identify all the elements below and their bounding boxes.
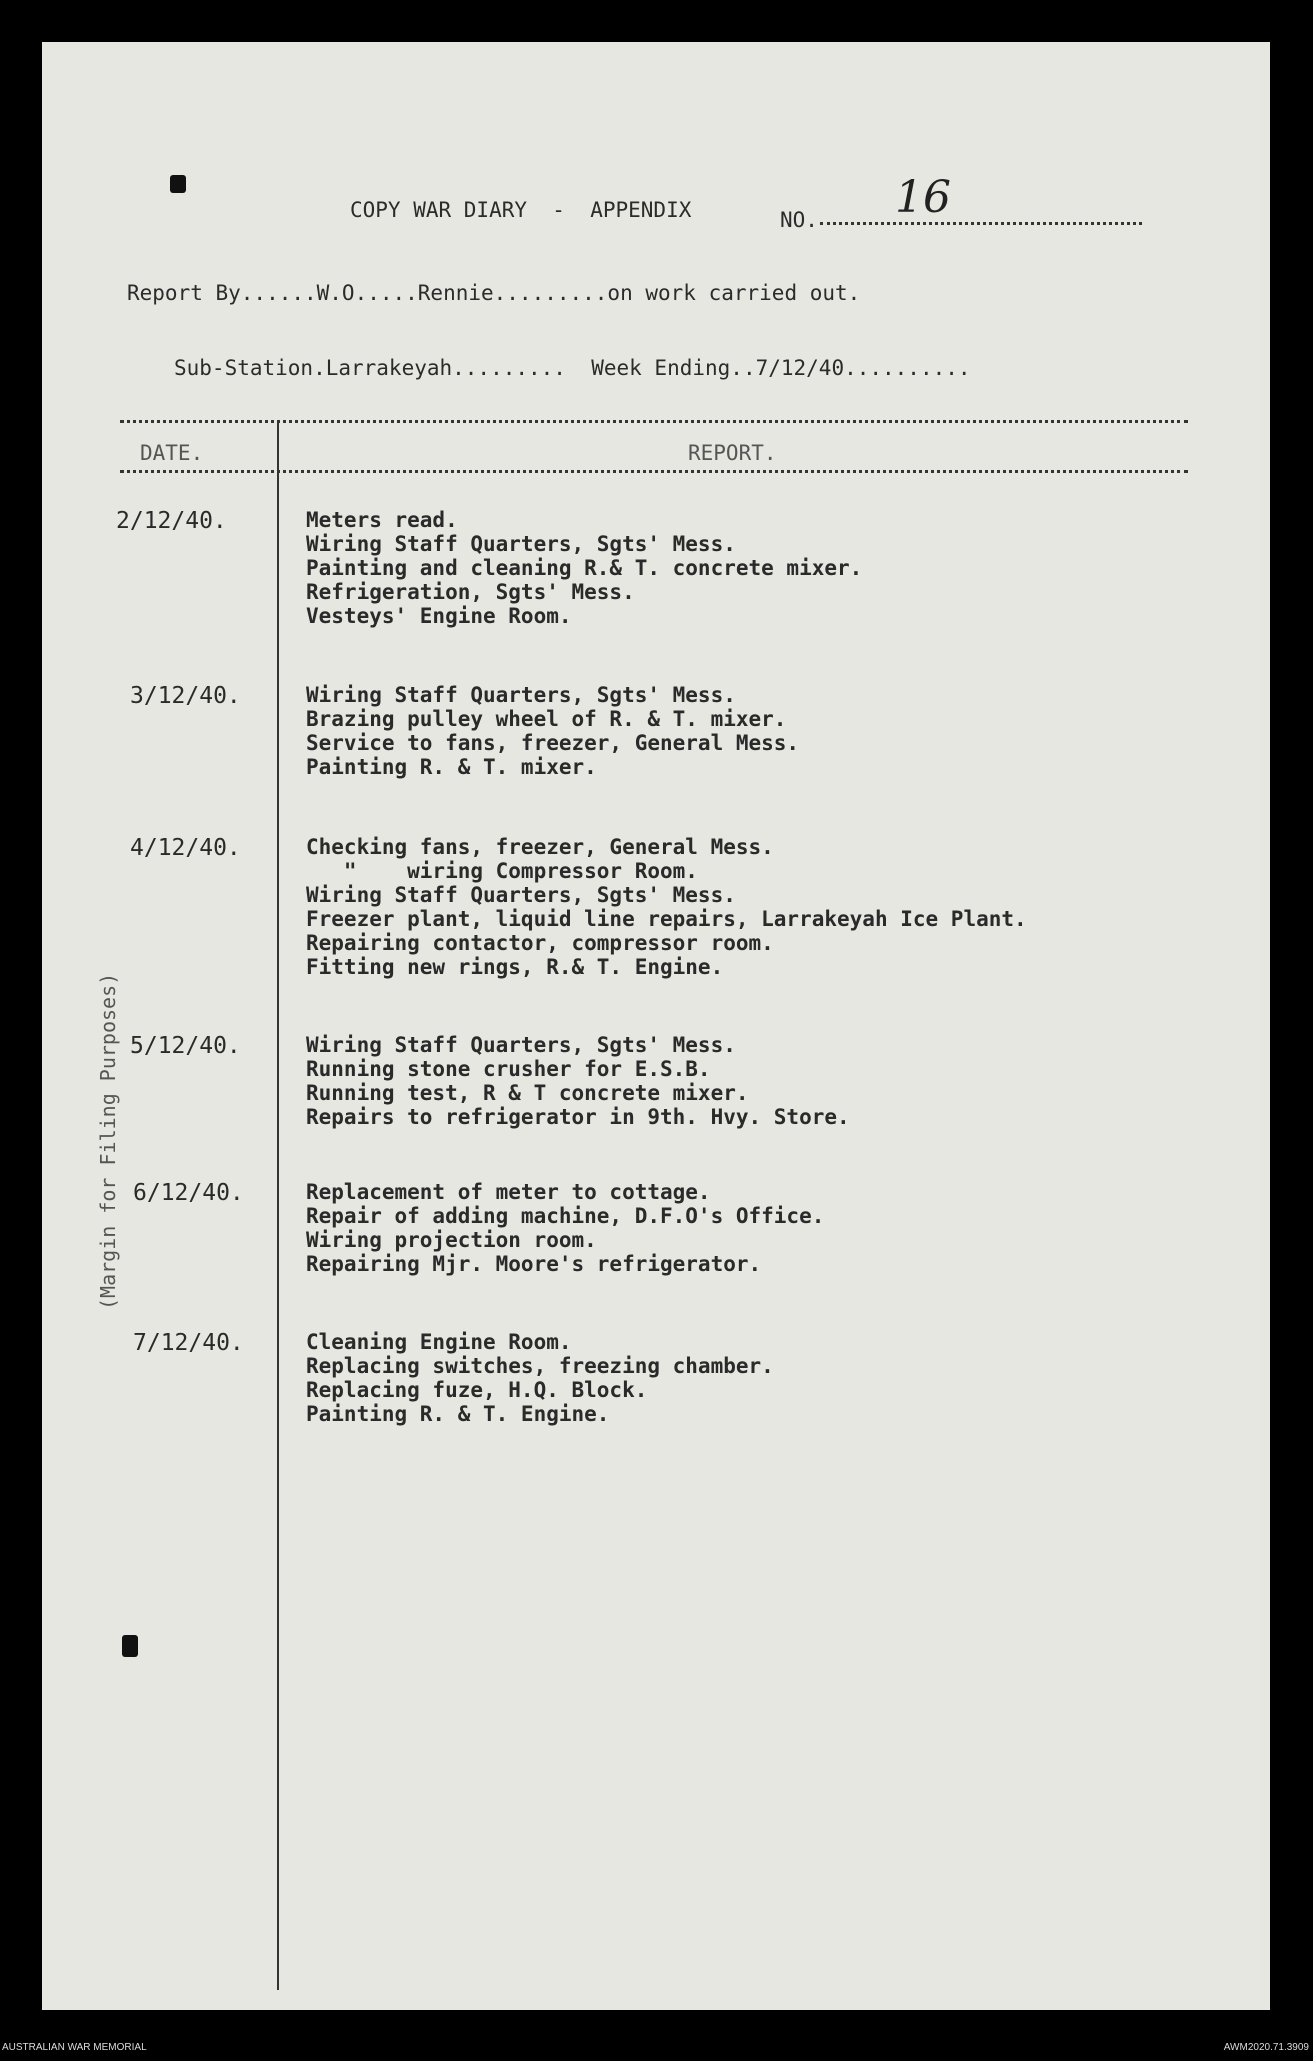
entry-report-line: Running test, R & T concrete mixer. [306, 1081, 749, 1105]
handwritten-appendix-number: 16 [895, 172, 951, 223]
entry-report-line: Painting and cleaning R.& T. concrete mixer. [306, 556, 863, 580]
report-by-line: Report By......W.O.....Rennie.........on work carried out. [127, 281, 861, 305]
entry-date: 6/12/40. [133, 1180, 244, 1206]
entry-report-line: Repairing Mjr. Moore's refrigerator. [306, 1252, 762, 1276]
margin-note: (Margin for Filing Purposes) [96, 972, 120, 1310]
entry-report-line: Refrigeration, Sgts' Mess. [306, 580, 635, 604]
punch-hole [170, 175, 186, 193]
entry-report-line: Checking fans, freezer, General Mess. [306, 835, 774, 859]
entry-date: 4/12/40. [130, 835, 241, 861]
punch-hole [122, 1635, 138, 1657]
header-title: COPY WAR DIARY - APPENDIX [350, 198, 692, 222]
header-rule-bottom [120, 470, 1188, 473]
entry-date: 3/12/40. [130, 683, 241, 709]
entry-report-line: Brazing pulley wheel of R. & T. mixer. [306, 707, 787, 731]
entry-report-line: Wiring Staff Quarters, Sgts' Mess. [306, 532, 736, 556]
entry-date: 5/12/40. [130, 1033, 241, 1059]
entry-report-line: Meters read. [306, 508, 458, 532]
entry-report-line: Wiring Staff Quarters, Sgts' Mess. [306, 683, 736, 707]
entry-report-line: Vesteys' Engine Room. [306, 604, 572, 628]
entry-report-line: Freezer plant, liquid line repairs, Larrakeyah Ice Plant. [306, 907, 1027, 931]
entry-report-line: Wiring Staff Quarters, Sgts' Mess. [306, 1033, 736, 1057]
entry-report-line: Fitting new rings, R.& T. Engine. [306, 955, 724, 979]
entry-report-line: Running stone crusher for E.S.B. [306, 1057, 711, 1081]
entry-date: 7/12/40. [133, 1330, 244, 1356]
entry-report-line: Replacing fuze, H.Q. Block. [306, 1378, 648, 1402]
entry-date: 2/12/40. [116, 508, 227, 534]
column-header-report: REPORT. [688, 441, 777, 465]
header-rule-top [120, 420, 1188, 423]
entry-report-line: Replacing switches, freezing chamber. [306, 1354, 774, 1378]
station-line: Sub-Station.Larrakeyah......... Week Ending..7/12/40.......... [174, 356, 971, 380]
footer-left: AUSTRALIAN WAR MEMORIAL [2, 2042, 147, 2053]
entry-report-line: Repairing contactor, compressor room. [306, 931, 774, 955]
footer-right: AWM2020.71.3909 [1223, 2042, 1309, 2053]
entry-report-line: Wiring projection room. [306, 1228, 597, 1252]
entry-report-line: Service to fans, freezer, General Mess. [306, 731, 800, 755]
column-header-date: DATE. [140, 441, 204, 465]
entry-report-line: Wiring Staff Quarters, Sgts' Mess. [306, 883, 736, 907]
entry-report-line: Painting R. & T. mixer. [306, 755, 597, 779]
entry-report-line: Painting R. & T. Engine. [306, 1402, 610, 1426]
entry-report-line: Replacement of meter to cottage. [306, 1180, 711, 1204]
entry-report-line: Repair of adding machine, D.F.O's Office. [306, 1204, 825, 1228]
column-divider [277, 420, 279, 1990]
entry-report-line: " wiring Compressor Room. [306, 859, 698, 883]
header-no-label: NO. [780, 208, 818, 232]
document-page [42, 42, 1270, 2010]
entry-report-line: Cleaning Engine Room. [306, 1330, 572, 1354]
dotted-line [820, 222, 1142, 225]
entry-report-line: Repairs to refrigerator in 9th. Hvy. Store. [306, 1105, 850, 1129]
